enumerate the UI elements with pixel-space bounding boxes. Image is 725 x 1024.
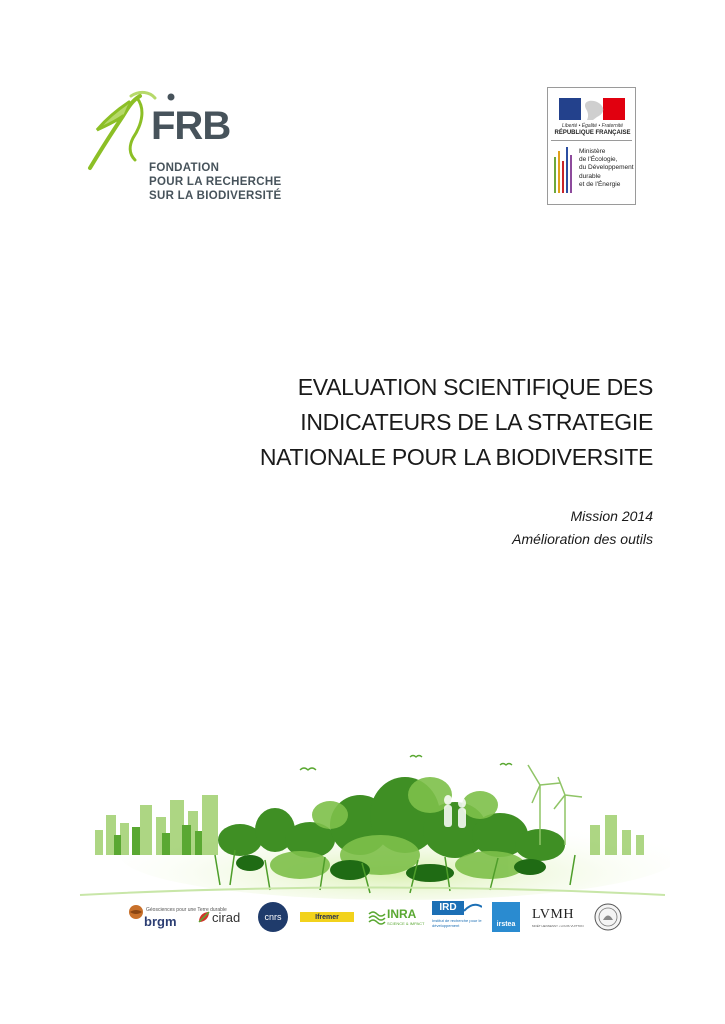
- ministry-line: de l'Écologie,: [579, 156, 618, 164]
- ministry-divider: [551, 140, 632, 141]
- subtitle-mission: Mission 2014: [570, 508, 653, 524]
- ifremer-band: [300, 912, 354, 922]
- subtitle-amelioration: Amélioration des outils: [512, 531, 653, 547]
- partner-logos: [128, 898, 628, 940]
- brgm-tagline: Géosciences pour une Terre durable: [146, 907, 227, 913]
- lvmh-name: LVMH: [532, 907, 574, 922]
- ministry-logo: [547, 87, 636, 205]
- title-line: EVALUATION SCIENTIFIQUE DES: [297, 374, 653, 400]
- document-title: [233, 370, 653, 475]
- ifremer-logo: [300, 898, 358, 936]
- irstea-logo: [492, 898, 522, 936]
- ird-name: IRD: [432, 901, 464, 915]
- cnrs-name: cnrs: [264, 911, 282, 922]
- lvmh-logo: [532, 898, 588, 936]
- title-line: INDICATEURS DE LA STRATEGIE: [300, 409, 653, 435]
- ministry-line: du Développement: [579, 164, 634, 172]
- ministry-line: et de l'Énergie: [579, 180, 621, 188]
- frb-line-recherche: POUR LA RECHERCHE: [149, 176, 282, 188]
- brgm-globe-icon: [128, 904, 144, 920]
- ird-wave-icon: [464, 901, 482, 915]
- brgm-name: brgm: [144, 914, 177, 929]
- irstea-badge: [492, 902, 520, 932]
- frb-logo: [85, 88, 282, 208]
- document-subtitle: [353, 505, 653, 551]
- ministry-motto: Liberté • Égalité • Fraternité: [561, 123, 624, 129]
- marianne-flag-icon: [559, 98, 625, 120]
- inra-wave-icon: [368, 908, 386, 926]
- ministry-line: durable: [579, 172, 601, 180]
- ministry-name: [579, 148, 634, 189]
- cirad-name: cirad: [212, 909, 241, 925]
- frb-line-fondation: FONDATION: [149, 162, 220, 174]
- mnhn-seal-logo: [594, 898, 626, 936]
- frb-letters: FRB: [151, 104, 231, 148]
- ifremer-name: Ifremer: [315, 913, 339, 921]
- lvmh-tagline: MOËT HENNESSY • LOUIS VUITTON: [532, 924, 584, 928]
- inra-tagline: SCIENCE & IMPACT: [387, 921, 425, 926]
- inra-name: INRA: [387, 907, 417, 921]
- cirad-logo: [198, 898, 246, 936]
- republique-francaise: RÉPUBLIQUE FRANÇAISE: [554, 130, 631, 136]
- cirad-leaf-icon: [198, 911, 210, 923]
- frb-line-biodiversite: SUR LA BIODIVERSITÉ: [149, 190, 282, 202]
- irstea-name: irstea: [496, 921, 516, 928]
- cnrs-logo: [258, 898, 292, 936]
- ministry-line: Ministère: [579, 148, 606, 155]
- ministry-bars-icon: [553, 147, 575, 197]
- ird-tagline: Institut de recherche pour le développement: [432, 918, 482, 928]
- title-line: NATIONALE POUR LA BIODIVERSITE: [259, 444, 653, 470]
- inra-logo: [368, 898, 424, 936]
- ird-logo: [432, 898, 486, 936]
- biodiversity-landscape-illustration: [70, 745, 670, 905]
- cnrs-badge: [258, 902, 288, 932]
- seal-icon: [594, 903, 622, 931]
